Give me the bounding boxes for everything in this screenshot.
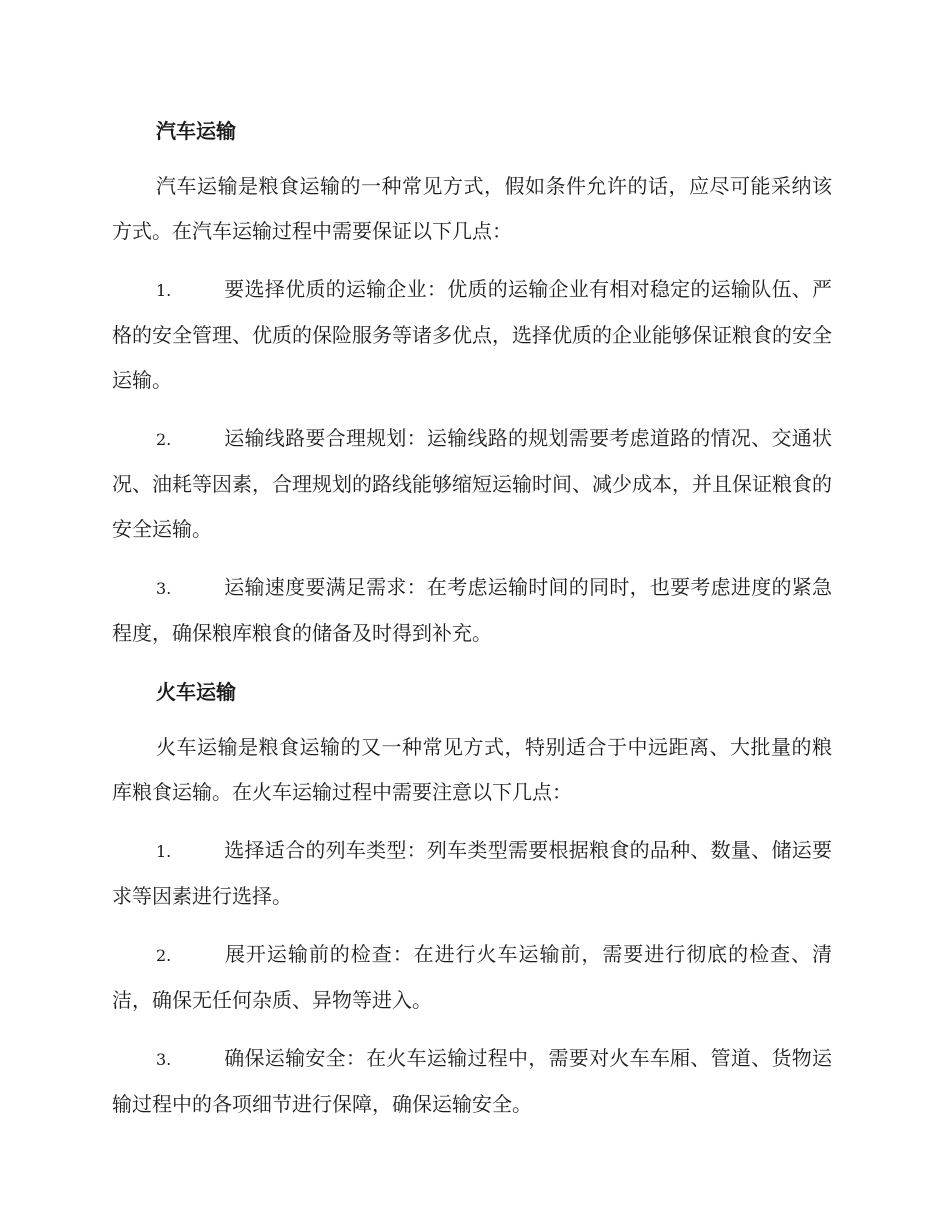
section-train-transport (112, 669, 832, 1127)
list-item (112, 416, 832, 552)
list-item (112, 267, 832, 403)
list-number: 1. (156, 281, 172, 300)
list-text: 展开运输前的检查：在进行火车运输前，需要进行彻底的检查、清洁，确保无任何杂质、异物等进入。 (112, 942, 832, 1012)
section-heading: 汽车运输 (156, 119, 236, 143)
document-body (112, 108, 832, 1140)
list-item (112, 932, 832, 1023)
list-number: 2. (156, 946, 172, 965)
list-text: 运输线路要合理规划：运输线路的规划需要考虑道路的情况、交通状况、油耗等因素，合理规划的路线能够缩短运输时间、减少成本，并且保证粮食的安全运输。 (112, 426, 832, 541)
section-heading: 火车运输 (156, 680, 236, 704)
list-item (112, 828, 832, 919)
list-number: 3. (156, 579, 172, 598)
list-number: 2. (156, 430, 172, 449)
list-text: 运输速度要满足需求：在考虑运输时间的同时，也要考虑进度的紧急程度，确保粮库粮食的储备及时得到补充。 (112, 575, 832, 645)
list-text: 选择适合的列车类型：列车类型需要根据粮食的品种、数量、储运要求等因素进行选择。 (112, 838, 832, 908)
list-number: 3. (156, 1050, 172, 1069)
list-item (112, 565, 832, 656)
list-text: 确保运输安全：在火车运输过程中，需要对火车车厢、管道、货物运输过程中的各项细节进行保障，确保运输安全。 (112, 1046, 832, 1116)
section-intro: 火车运输是粮食运输的又一种常见方式，特别适合于中远距离、大批量的粮库粮食运输。在火车运输过程中需要注意以下几点： (112, 735, 832, 804)
list-number: 1. (156, 842, 172, 861)
list-item (112, 1036, 832, 1127)
list-text: 要选择优质的运输企业：优质的运输企业有相对稳定的运输队伍、严格的安全管理、优质的保险服务等诸多优点，选择优质的企业能够保证粮食的安全运输。 (112, 277, 832, 392)
section-truck-transport (112, 108, 832, 656)
section-intro: 汽车运输是粮食运输的一种常见方式，假如条件允许的话，应尽可能采纳该方式。在汽车运输过程中需要保证以下几点： (112, 174, 832, 243)
